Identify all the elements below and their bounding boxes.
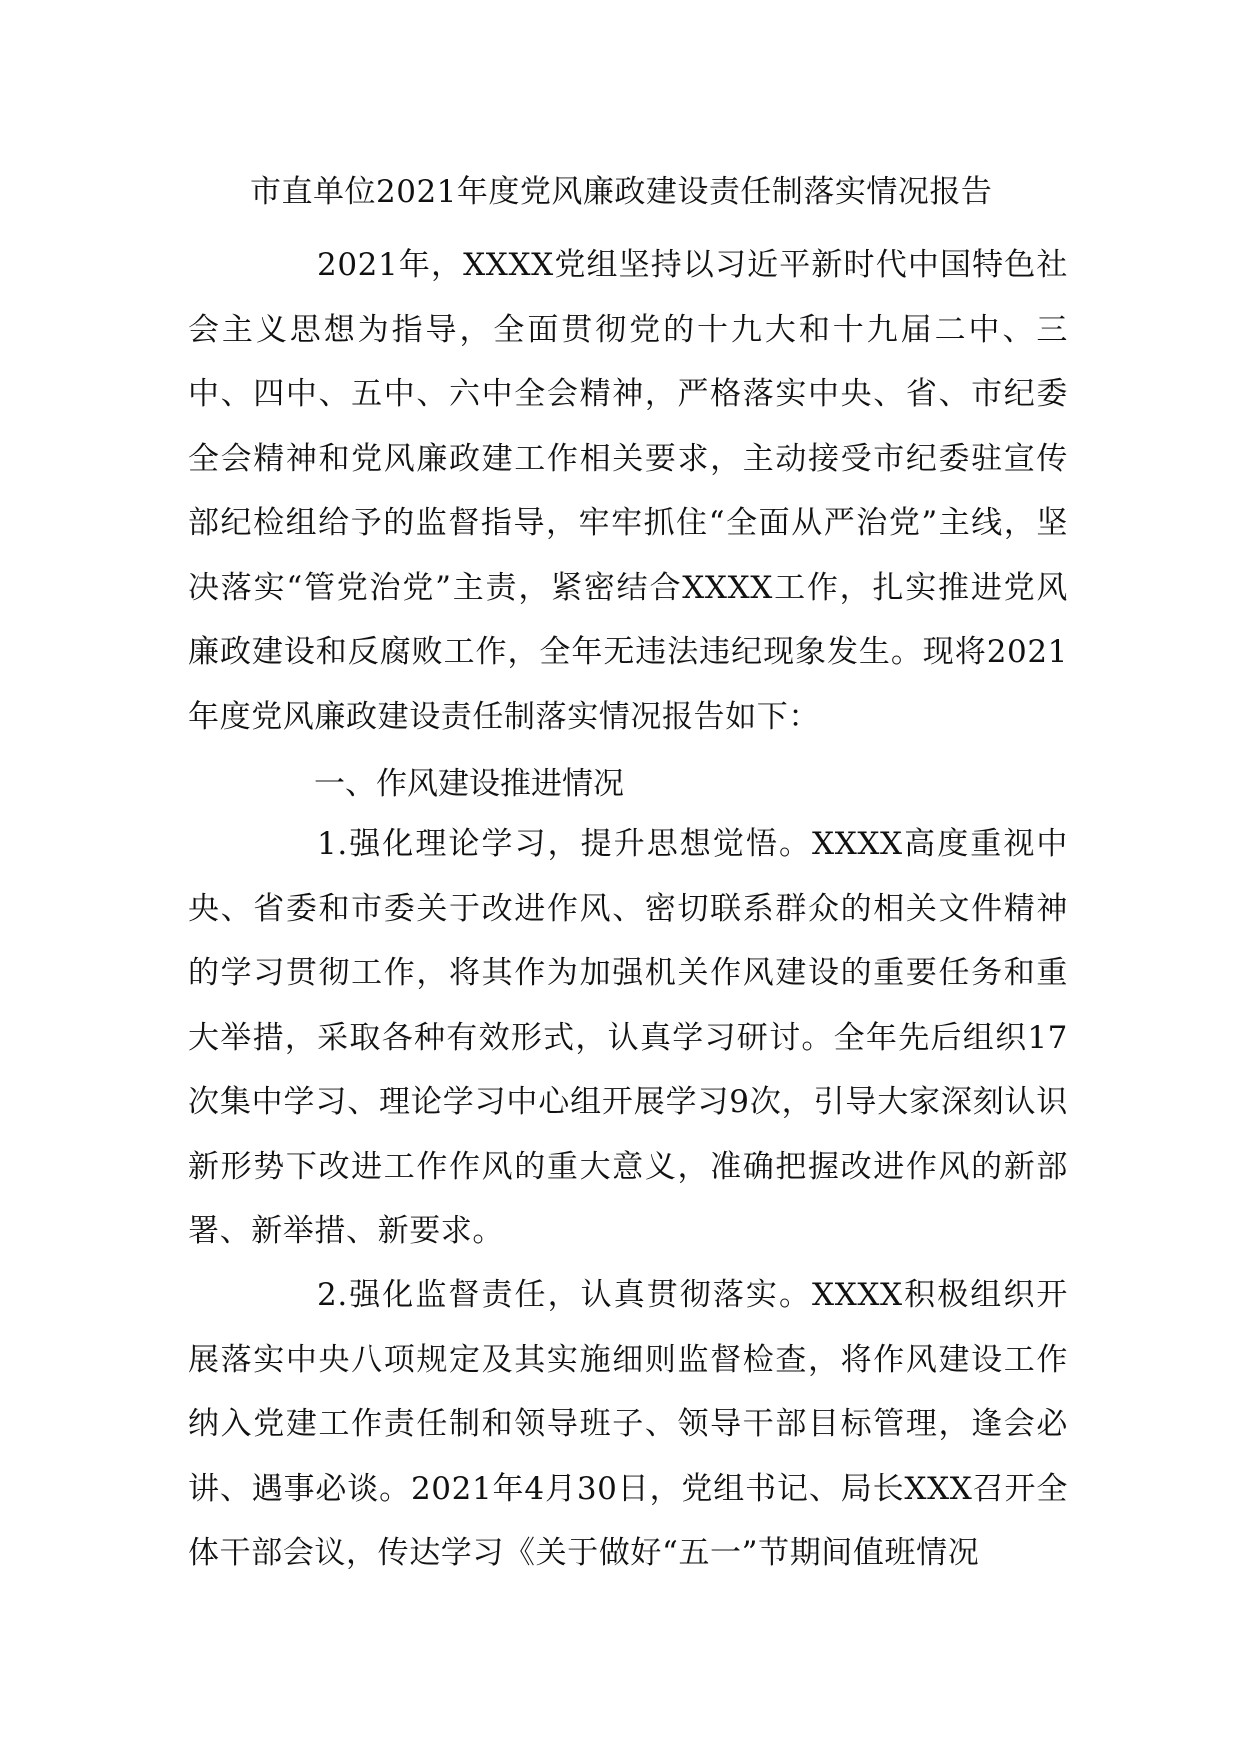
section-heading: 一、作风建设推进情况 xyxy=(314,766,624,802)
paragraph-supervision: 2.强化监督责任，认真贯彻落实。XXXX积极组织开展落实中央八项规定及其实施细则监督检查，将作风建设工作纳入党建工作责任制和领导班子、领导干部目标管理，逢会必讲、遇事必谈。2021年4月30日，党组书记、局长XXX召开全体干部会议，传达学习《关于做好“五一”节期间值班情况 xyxy=(188,1277,1068,1571)
paragraph-theory-study: 1.强化理论学习，提升思想觉悟。XXXX高度重视中央、省委和市委关于改进作风、密切联系群众的相关文件精神的学习贯彻工作，将其作为加强机关作风建设的重要任务和重大举措，采取各种有效形式，认真学习研讨。全年先后组织17次集中学习、理论学习中心组开展学习9次，引导大家深刻认识新形势下改进工作作风的重大意义，准确把握改进作风的新部署、新举措、新要求。 xyxy=(188,826,1068,1249)
paragraph-intro: 2021年，XXXX党组坚持以习近平新时代中国特色社会主义思想为指导，全面贯彻党的十九大和十九届二中、三中、四中、五中、六中全会精神，严格落实中央、省、市纪委全会精神和党风廉政建工作相关要求，主动接受市纪委驻宣传部纪检组给予的监督指导，牢牢抓住“全面从严治党”主线，坚决落实“管党治党”主责，紧密结合XXXX工作，扎实推进党风廉政建设和反腐败工作，全年无违法违纪现象发生。现将2021年度党风廉政建设责任制落实情况报告如下： xyxy=(188,247,1068,735)
document-title: 市直单位2021年度党风廉政建设责任制落实情况报告 xyxy=(250,174,993,210)
